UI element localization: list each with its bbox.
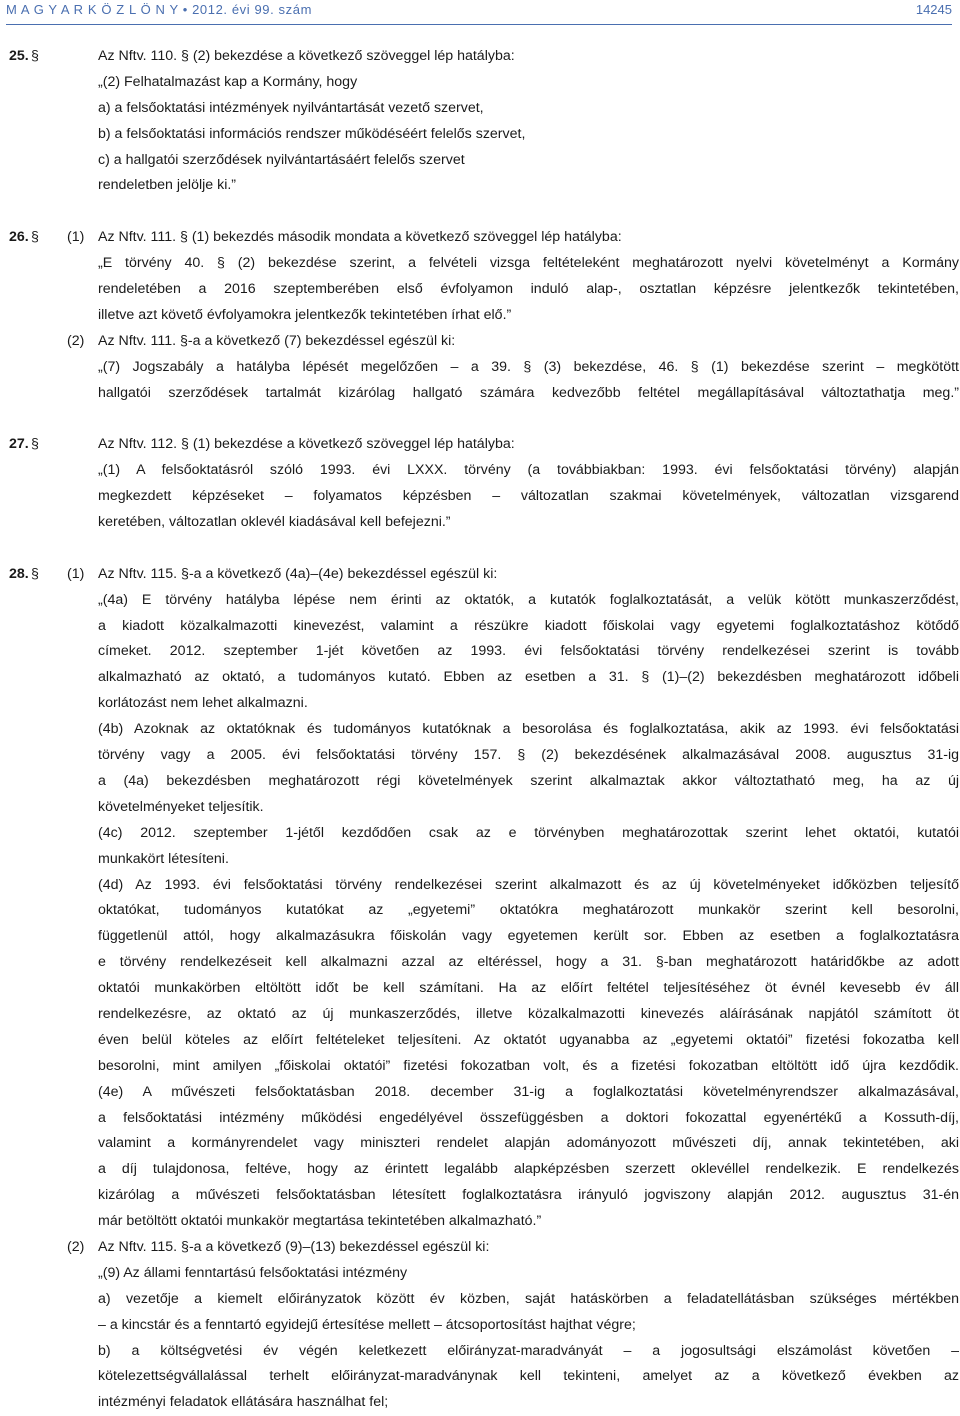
line-text: oktatókat, tudományos kutatókat az „egyetemi” oktatókra meghatározott munkakör szerint kell besorolni,	[98, 902, 959, 919]
section-sign: §	[31, 436, 39, 453]
line-text: „(2) Felhatalmazást kap a Kormány, hogy	[98, 73, 358, 90]
line-text: Az Nftv. 110. § (2) bekezdése a következő szöveggel lép hatályba:	[98, 48, 515, 64]
subsection-label: (2)	[67, 332, 85, 349]
text-line	[9, 303, 959, 329]
line-text: Az Nftv. 111. § (1) bekezdés második mondata a következő szöveggel lép hatályba:	[98, 229, 622, 246]
text-line	[9, 1390, 959, 1416]
text-line	[9, 795, 959, 821]
line-text: b) a költségvetési év végén keletkezett előirányzat-maradványát – a jogosultsági elszámolást követően –	[98, 1342, 959, 1359]
page-number: 14245	[915, 2, 952, 17]
text-line	[9, 1028, 959, 1054]
paragraph-gap	[9, 199, 959, 225]
section-sign: §	[31, 229, 39, 246]
text-line	[9, 329, 959, 355]
text-line	[9, 1235, 959, 1261]
text-line	[9, 510, 959, 536]
text-line	[9, 950, 959, 976]
section-number: 25.	[9, 48, 29, 64]
line-text: besorolni, mint amilyen „főiskolai oktatói” fizetési fokozatban volt, és a fizetési fokozatban eltöltött idő újra kezdődik.	[98, 1057, 959, 1074]
line-text: a kiadott közalkalmazotti kinevezést, valamint a részükre kiadott főiskolai vagy egyetemi foglalkoztatáshoz kötődő	[98, 617, 959, 634]
line-text: követelményeket teljesítik.	[98, 798, 264, 815]
text-line	[9, 484, 959, 510]
text-line	[9, 898, 959, 924]
text-line	[9, 355, 959, 381]
section-number: 26.	[9, 229, 29, 246]
text-line	[9, 562, 959, 588]
subsection-label: (1)	[67, 565, 85, 582]
text-line	[9, 70, 959, 96]
text-line	[9, 1209, 959, 1235]
text-line	[9, 1054, 959, 1080]
document-body	[9, 44, 959, 1416]
line-text: oktatói munkakörben eltöltött időt be kell számítani. Ha az előírt feltétel teljesítéséhez öt évnél kevesebb év áll	[98, 980, 959, 997]
line-text: a díj tulajdonosa, feltéve, hogy az érintett legalább alapképzésben szerzett oklevéllel rendelkezik. E rendelkezés	[98, 1161, 959, 1178]
line-text: rendelkezésre, az oktató az új munkaszerződés, illetve közalkalmazotti kinevezés aláírásának napjától számított öt	[98, 1005, 959, 1022]
line-text: valamint a kormányrendelet vagy miniszteri rendelet alapján adományozott művészeti díj, annak tekintetében, aki	[98, 1135, 959, 1152]
page-header	[6, 2, 952, 22]
header-divider	[6, 24, 952, 25]
text-line	[9, 1287, 959, 1313]
text-line	[9, 717, 959, 743]
section-sign: §	[31, 565, 39, 582]
subsection-label: (2)	[67, 1238, 85, 1255]
text-line	[9, 432, 959, 458]
text-line	[9, 1183, 959, 1209]
line-text: c) a hallgatói szerződések nyilvántartásáért felelős szervet	[98, 151, 465, 168]
line-text: keretében, változatlan oklevél kiadásával kell befejezni.”	[98, 514, 451, 531]
text-line	[9, 458, 959, 484]
text-line	[9, 225, 959, 251]
line-text: (4b) Azoknak az oktatóknak és tudományos kutatóknak a besorolása és foglalkoztatása, akik az 1993. évi felsőoktatási	[98, 721, 959, 738]
paragraph-gap	[9, 536, 959, 562]
line-text: Az Nftv. 112. § (1) bekezdése a következő szöveggel lép hatályba:	[98, 436, 515, 453]
line-text: korlátozást nem lehet alkalmazni.	[98, 695, 308, 712]
text-line	[9, 96, 959, 122]
line-text: kötelezettségvállalással terhelt előirányzat-maradványnak kell tekinteni, amelyet az a következő években az	[98, 1368, 959, 1385]
line-text: illetve azt követő évfolyamokra jelentkezők tekintetében írhat elő.”	[98, 306, 512, 323]
line-text: törvény vagy a 2005. évi felsőoktatási törvény 157. § (2) bekezdésének alkalmazásával 2008. augusztus 31-ig	[98, 747, 959, 764]
line-text: intézményi feladatok ellátására használhat fel;	[98, 1394, 389, 1411]
text-line	[9, 1157, 959, 1183]
text-line	[9, 639, 959, 665]
line-text: „(7) Jogszabály a hatályba lépését megelőzően – a 39. § (3) bekezdése, 46. § (1) bekezdése szerint – megkötött	[98, 358, 959, 375]
line-text: a (4a) bekezdésben meghatározott régi követelmények szerint alkalmaztak akkor változtatható meg, ha az új	[98, 772, 959, 789]
paragraph-gap	[9, 406, 959, 432]
line-text: címeket. 2012. szeptember 1-jét követően az 1993. évi felsőoktatási törvény rendelkezései szerint is tovább	[98, 643, 959, 660]
section-sign: §	[31, 48, 39, 64]
text-line	[9, 251, 959, 277]
text-line	[9, 1261, 959, 1287]
line-text: a felsőoktatási intézmény működési engedélyével összefüggésben a doktori fokozattal egyenértékű a Kossuth-díj,	[98, 1109, 959, 1126]
text-line	[9, 821, 959, 847]
line-text: „E törvény 40. § (2) bekezdése szerint, a felvételi vizsga feltételeként meghatározott nyelvi követelményt a Kormány	[98, 255, 959, 272]
text-line	[9, 173, 959, 199]
line-text: e törvény rendelkezéseit kell alkalmazni azzal az eltéréssel, hogy a 31. §-ban meghatározott határidőkbe az adott	[98, 954, 959, 971]
line-text: hallgatói szerződések tartalmát kizárólag hallgató számára kedvezőbb feltétel megállapításával változtathatja meg.”	[98, 384, 959, 401]
text-line	[9, 1131, 959, 1157]
line-text: rendeletben jelölje ki.”	[98, 177, 237, 194]
text-line	[9, 44, 959, 70]
line-text: alkalmazható az oktató, a tudományos kutató. Ebben az esetben a 31. § (1)–(2) bekezdésben meghatározott időbeli	[98, 669, 959, 686]
line-text: „(4a) E törvény hatályba lépése nem érinti az oktatók, a kutatók foglalkoztatását, a velük kötött munkaszerződést,	[98, 591, 959, 608]
line-text: – a kincstár és a fenntartó egyidejű értesítése mellett – átcsoportosítást hajthat végre;	[98, 1316, 636, 1333]
text-line	[9, 1080, 959, 1106]
section-number: 27.	[9, 436, 29, 453]
text-line	[9, 122, 959, 148]
line-text: b) a felsőoktatási információs rendszer működéséért felelős szervet,	[98, 125, 526, 142]
line-text: rendeletében a 2016 szeptemberében első évfolyamon induló alap-, osztatlan képzésre jelentkezők tekintetében,	[98, 281, 959, 298]
text-line	[9, 1313, 959, 1339]
text-line	[9, 1339, 959, 1365]
line-text: Az Nftv. 115. §-a a következő (4a)–(4e) bekezdéssel egészül ki:	[98, 565, 498, 582]
line-text: (4e) A művészeti felsőoktatásban 2018. december 31-ig a foglalkoztatási követelményrendszer alkalmazásával,	[98, 1083, 959, 1100]
line-text: függetlenül attól, hogy alkalmazásukra főiskolán vagy egyetemen került sor. Ebben az esetben a foglalkoztatásra	[98, 928, 959, 945]
line-text: a) a felsőoktatási intézmények nyilvántartását vezető szervet,	[98, 99, 484, 116]
text-line	[9, 381, 959, 407]
text-line	[9, 1106, 959, 1132]
text-line	[9, 588, 959, 614]
line-text: „(1) A felsőoktatásról szóló 1993. évi LXXX. törvény (a továbbiakban: 1993. évi felsőoktatási törvény) alapján	[98, 462, 959, 479]
text-line	[9, 148, 959, 174]
line-text: (4d) Az 1993. évi felsőoktatási törvény rendelkezései szerint alkalmazott és az új követelményeket időközben teljesítő	[98, 876, 959, 893]
text-line	[9, 769, 959, 795]
text-line	[9, 277, 959, 303]
line-text: „(9) Az állami fenntartású felsőoktatási intézmény	[98, 1264, 408, 1281]
text-line	[9, 976, 959, 1002]
text-line	[9, 665, 959, 691]
text-line	[9, 614, 959, 640]
text-line	[9, 1002, 959, 1028]
line-text: munkakört létesíteni.	[98, 850, 229, 867]
line-text: éven belül köteles az előírt feltételeket teljesíteni. Az oktatót ugyanabba az „egyetemi oktatói” fizetési fokozatba kell	[98, 1031, 959, 1048]
text-line	[9, 1364, 959, 1390]
text-line	[9, 691, 959, 717]
line-text: Az Nftv. 115. §-a a következő (9)–(13) bekezdéssel egészül ki:	[98, 1238, 490, 1255]
line-text: Az Nftv. 111. §-a a következő (7) bekezdéssel egészül ki:	[98, 332, 456, 349]
line-text: a) vezetője a kiemelt előirányzatok között év közben, saját hatáskörben a feladatellátásban szükséges mértékben	[98, 1290, 959, 1307]
publication-title: M A G Y A R K Ö Z L Ö N Y • 2012. évi 99. szám	[6, 2, 313, 17]
line-text: megkezdett képzéseket – folyamatos képzésben – változatlan szakmai követelmények, változatlan vizsgarend	[98, 488, 959, 505]
text-line	[9, 743, 959, 769]
line-text: már betöltött oktatói munkakör megtartása tekintetében alkalmazható.”	[98, 1213, 542, 1230]
subsection-label: (1)	[67, 229, 85, 246]
line-text: (4c) 2012. szeptember 1-jétől kezdődően csak az e törvényben meghatározottak szerint lehet oktatói, kutatói	[98, 824, 959, 841]
text-line	[9, 924, 959, 950]
section-number: 28.	[9, 565, 29, 582]
line-text: kizárólag a művészeti felsőoktatásban létesített foglalkoztatásra irányuló jogviszony alapján 2012. augusztus 31-én	[98, 1187, 959, 1204]
text-line	[9, 873, 959, 899]
text-line	[9, 847, 959, 873]
